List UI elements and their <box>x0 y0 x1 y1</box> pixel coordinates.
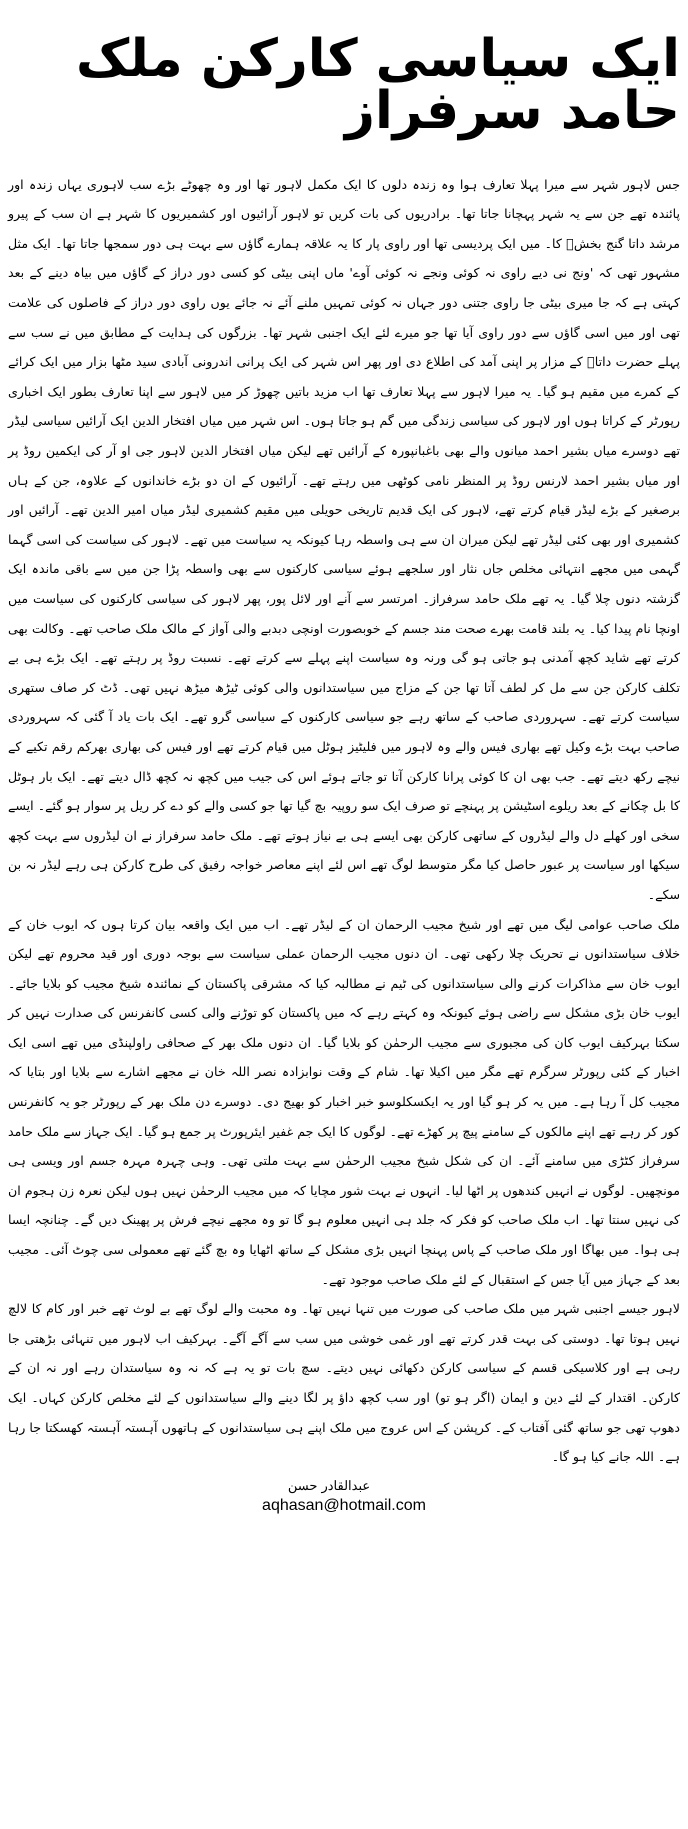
author-signature <box>8 1478 680 1516</box>
article-paragraph-1: جس لاہور شہر سے میرا پہلا تعارف ہوا وہ زندہ دلوں کا ایک مکمل لاہور تھا اور وہ چھوٹے بڑے سب لاہوری یہاں زندہ اور پائندہ تھے جن سے یہ شہر پہچانا جاتا تھا۔ برادریوں کی بات کریں تو لاہور آرائیوں اور کشمیریوں کا شہر ہے ان سب کے پیرو مرشد داتا گنج بخشؒ کا۔ میں ایک پردیسی تھا اور راوی پار کا یہ علاقہ ہمارے گاؤں سے بہت ہی دور سمجھا جاتا تھا۔ ایک مثل مشہور تھی کہ 'ونج نی دیے راوی نہ کوئی ونجے نہ کوئی آوے' ماں اپنی بیٹی کو کسی دور دراز کے گاؤں میں بیاہ دینے کے بعد کہتی ہے کہ جا میری بیٹی جا راوی جتنی دور جہاں نہ کوئی تمہیں ملنے آئے نہ جائے یوں راوی دور دراز کے فاصلوں کی علامت تھی اور میں اسی گاؤں سے دور راوی آیا تھا جو میرے لئے ایک اجنبی شہر تھا۔ بزرگوں کی ہدایت کے مطابق میں نے سب سے پہلے حضرت داتاؒ کے مزار پر اپنی آمد کی اطلاع دی اور پھر اس شہر کی ایک پرانی اندرونی آبادی سید مٹھا بزار میں ایک کرائے کے کمرے میں مقیم ہو گیا۔ یہ میرا لاہور سے پہلا تعارف تھا اب مزید باتیں چھوڑ کر میں لاہور سے اپنا تعارف بطور ایک اخباری رپورٹر کے کراتا ہوں اور لاہور کی سیاسی زندگی میں گم ہو جاتا ہوں۔ اس شہر میں میاں افتخار الدین ایک آرائیں سیاسی لیڈر تھے دوسرے میاں بشیر احمد میانوں والے بھی باغبانپورہ کے آرائیں تھے لیکن میاں افتخار الدین لاہور جی او آر کی ایکمین روڈ پر اور میاں بشیر احمد لارنس روڈ پر المنظر نامی کوٹھی میں رہتے تھے۔ آرائیوں کے ان دو بڑے خاندانوں کے علاوہ، جن کے ہاں برصغیر کے بڑے لیڈر قیام کرتے تھے، لاہور کی ایک قدیم تاریخی حویلی میں مقیم کشمیری لیڈر میاں امیر الدین تھے۔ آرائیں اور کشمیری اور بھی کئی لیڈر تھے لیکن میران ان سے ہی واسطہ رہا کیونکہ یہ سیاست میں تھے۔ لاہور کی سیاست کی اسی گہما گہمی میں مجھے انتہائی مخلص جاں نثار اور سلجھے ہوئے سیاسی کارکنوں سے بھی واسطہ پڑا جن میں سے باقی ماندہ ایک گزشتہ دنوں چلا گیا۔ یہ تھے ملک حامد سرفراز۔ امرتسر سے آنے اور لائل پور، پھر لاہور کی سیاسی کارکنوں کی سیاست میں اونچا نام پیدا کیا۔ یہ بلند قامت بھرے صحت مند جسم کے خوبصورت اونچی دبدبے والی آواز کے مالک ملک صاحب تھے۔ وکالت بھی کرتے تھے شاید کچھ آمدنی ہو جاتی ہو گی ورنہ وہ سیاست اپنے پہلے سے کرتے تھے۔ نسبت روڈ پر رہتے تھے۔ ایک بڑے ہی بے تکلف کارکن جن سے مل کر لطف آتا تھا جن کے مزاج میں سیاستدانوں والی کوئی ٹیڑھ میڑھ نہیں تھی۔ ڈٹ کر صاف ستھری سیاست کرتے تھے۔ سہروردی صاحب کے ساتھ رہے جو سیاسی کارکنوں کے سیاسی گرو تھے۔ ایک بات یاد آ گئی کہ سہروردی صاحب بہت بڑے وکیل تھے بھاری فیس والے وہ لاہور میں فلیٹیز ہوٹل میں قیام کرتے تھے اور فیس کی بھاری بھرکم رقم تکیے کے نیچے رکھ دیتے تھے۔ جب بھی ان کا کوئی پرانا کارکن آتا تو جاتے ہوئے اس کی جیب میں کچھ نہ کچھ ڈال دیتے تھے۔ ایک بار ہوٹل کا بل چکانے کے بعد ریلوے اسٹیشن پر پہنچے تو صرف ایک سو روپیہ بچ گیا تھا جو کسی والے کو دے کر ریل پر سوار ہو گئے۔ ایسے سخی اور کھلے دل والے لیڈروں کے ساتھی کارکن بھی ایسے ہی بے نیاز ہوتے تھے۔ ملک حامد سرفراز نے ان لیڈروں سے بہت کچھ سیکھا اور سیاست پر عبور حاصل کیا مگر متوسط لوگ تھے اس لئے اپنے معاصر خواجہ رفیق کی طرح کارکن ہی رہے لیڈر نہ بن سکے۔ <box>8 176 680 902</box>
article-paragraph-3: لاہور جیسے اجنبی شہر میں ملک صاحب کی صورت میں تنہا نہیں تھا۔ وہ محبت والے لوگ تھے بے لوث تھے خبر اور کام کا لالچ نہیں ہوتا تھا۔ دوستی کی بہت قدر کرتے تھے اور غمی خوشی میں سب سے آگے آگے۔ بہرکیف اب لاہور میں تنہائی بڑھتی جا رہی ہے اور کلاسیکی قسم کے سیاسی کارکن دکھائی نہیں دیتے۔ سچ بات تو یہ ہے کہ نہ وہ سیاستدان رہے اور نہ ان کے کارکن۔ اقتدار کے لئے دین و ایمان (اگر ہو تو) اور سب کچھ داؤ پر لگا دینے والے سیاستدانوں کے لئے مخلص کارکن کہاں۔ ایک دھوپ تھی جو ساتھ گئی آفتاب کے۔ کرپشن کے اس عروج میں ملک اپنے ہی سیاستدانوں کے ہاتھوں آہستہ آہستہ کھسکتا جا رہا ہے۔ اللہ جانے کیا ہو گا۔ <box>8 1301 680 1465</box>
author-name: عبدالقادر حسن <box>287 1478 371 1494</box>
article-paragraph-2: ملک صاحب عوامی لیگ میں تھے اور شیخ مجیب الرحمان ان کے لیڈر تھے۔ اب میں ایک واقعہ بیان کرتا ہوں کہ ایوب خان کے خلاف سیاستدانوں نے تحریک چلا رکھی تھی۔ ان دنوں مجیب الرحمان عملی سیاست سے بوجہ دوری اور قید محروم تھے لیکن ایوب خان سے مذاکرات کرنے والی سیاستدانوں کی ٹیم نے مطالبہ کیا کہ مشرقی پاکستان کے نمائندہ شیخ مجیب کو بلایا جائے۔ ایوب خان بڑی مشکل سے راضی ہوئے کیونکہ وہ کہتے رہے کہ میں پاکستان کو توڑنے والی کسی کانفرنس کی صدارت نہیں کر سکتا بہرکیف ایوب کان کی مجبوری سے مجیب الرحمٰن کو بلایا گیا۔ ان دنوں ملک بھر کے صحافی راولپنڈی میں تھے اسی ایک اخبار کے کئی رپورٹر سرگرم تھے مگر میں اکیلا تھا۔ شام کے وقت نوابزادہ نصر اللہ خان نے مجھے اشارے سے بلایا اور بتایا کہ مجیب کل آ رہا ہے۔ میں یہ کر ہو گیا اور یہ ایکسکلوسو خبر اخبار کو بھیج دی۔ دوسرے دن ملک بھر کے رپورٹر جو یہ کانفرنس کور کر رہے تھے اپنے مالکوں کے سامنے پیچ پر کھڑے تھے۔ لوگوں کا ایک جم غفیر ایئرپورٹ پر جمع ہو گیا۔ ایک جہاز سے ملک حامد سرفراز کٹڑی میں سامنے آئے۔ ان کی شکل شیخ مجیب الرحمٰن سے بہت ملتی تھی۔ وہی چہرہ مہرہ جسم اور ویسی ہی مونچھیں۔ لوگوں نے انہیں کندھوں پر اٹھا لیا۔ انہوں نے بہت شور مچایا کہ میں مجیب الرحمٰن نہیں ہوں لیکن نعرہ زن ہجوم ان کی نہیں سنتا تھا۔ اب ملک صاحب کو فکر کہ جلد ہی انہیں معلوم ہو گا تو وہ مجھے نیچے فرش پر پھینک دیں گے۔ چنانچہ ایسا ہی ہوا۔ میں بھاگا اور ملک صاحب کے پاس پہنچا انہیں بڑی مشکل کے ساتھ اٹھایا وہ بچ گئے تھے معمولی سی چوٹ آئی۔ مجیب بعد کے جہاز میں آیا جس کے استقبال کے لئے ملک صاحب موجود تھے۔ <box>8 916 680 1287</box>
newspaper-column <box>0 28 688 1829</box>
article-headline: ایک سیاسی کارکن ملک حامد سرفراز <box>76 28 680 141</box>
author-email: aqhasan@hotmail.com <box>262 1496 426 1514</box>
article-body <box>8 170 680 1472</box>
